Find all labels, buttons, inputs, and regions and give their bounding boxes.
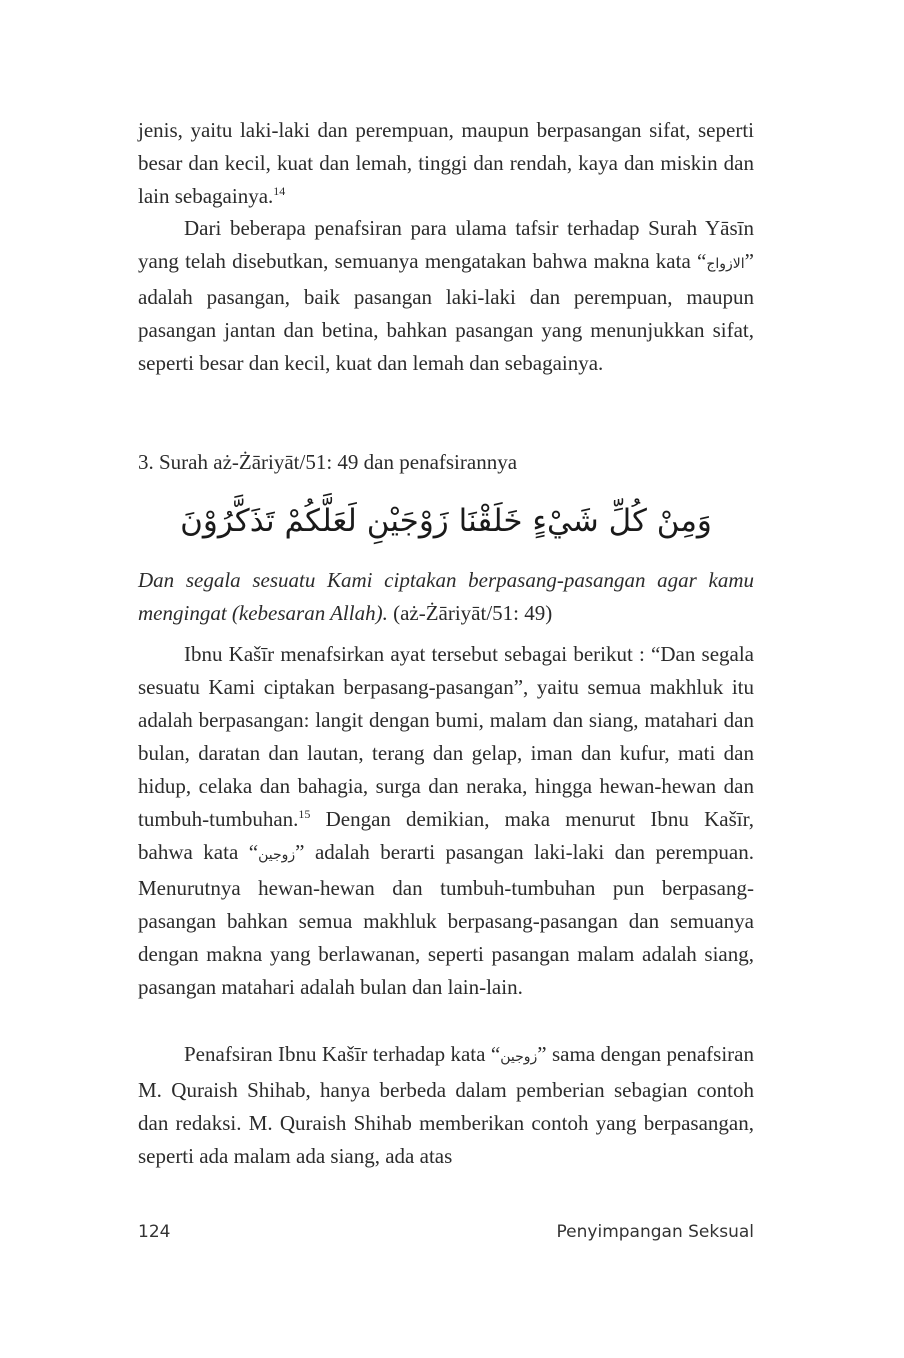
page-number: 124 <box>138 1222 171 1242</box>
paragraph-4-text-a: Ibnu Kašīr menafsirkan ayat tersebut sebagai berikut : “Dan segala sesuatu Kami ciptakan berpasang-pasangan”, yaitu semua makhluk itu adalah berpasangan: langit dengan bumi, malam dan siang, matahari dan bulan, daratan dan lautan, terang dan gelap, iman dan kufur, mati dan hidup, celaka dan bahagia, surga dan neraka, hingga hewan-hewan dan tumbuh-tumbuhan. <box>138 642 754 831</box>
verse-reference: (aż-Żāriyāt/51: 49) <box>387 601 553 625</box>
paragraph-4 <box>138 638 754 1004</box>
paragraph-5-text-a: Penafsiran Ibnu Kašīr terhadap kata “ <box>184 1042 501 1066</box>
paragraph-1 <box>138 114 754 213</box>
arabic-term-azwaj: الازواج <box>706 256 745 272</box>
arabic-term-zawjain: زوجين <box>258 847 296 863</box>
verse-translation <box>138 564 754 630</box>
footnote-ref-15[interactable]: 15 <box>298 807 311 821</box>
verse-translation-text: Dan segala sesuatu Kami ciptakan berpasang-pasangan agar kamu mengingat (kebesaran Allah). <box>138 568 754 625</box>
paragraph-5-text-b: ” sama dengan penafsiran M. Quraish Shihab, hanya berbeda dalam pemberian sebagian contoh dan redaksi. M. Quraish Shihab memberikan contoh yang berpasangan, seperti ada malam ada siang, ada atas <box>138 1042 754 1168</box>
footnote-ref-14[interactable]: 14 <box>273 184 286 198</box>
arabic-term-zawjain-2: زوجين <box>500 1049 538 1065</box>
section-heading-3: 3. Surah aż-Żāriyāt/51: 49 dan penafsirannya <box>138 450 518 474</box>
paragraph-4-text-b: Dengan demikian, maka menurut Ibnu Kašīr, bahwa kata “ <box>138 807 754 864</box>
paragraph-1-text: jenis, yaitu laki-laki dan perempuan, maupun berpasangan sifat, seperti besar dan kecil, kuat dan lemah, tinggi dan rendah, kaya dan miskin dan lain sebagainya. <box>138 118 754 208</box>
paragraph-2-text-b: ” adalah pasangan, baik pasangan laki-laki dan perempuan, maupun pasangan jantan dan betina, bahkan pasangan yang menunjukkan sifat, seperti besar dan kecil, kuat dan lemah dan sebagainya. <box>138 249 754 375</box>
paragraph-2 <box>138 212 754 380</box>
paragraph-4-text-c: ” adalah berarti pasangan laki-laki dan perempuan. Menurutnya hewan-hewan dan tumbuh-tumbuhan pun berpasang-pasangan bahkan semua makhluk berpasang-pasangan dan semuanya dengan makna yang berlawanan, seperti pasangan malam adalah siang, pasangan matahari adalah bulan dan lain-lain. <box>138 840 754 999</box>
paragraph-5 <box>138 1038 754 1173</box>
paragraph-2-text-a: Dari beberapa penafsiran para ulama tafsir terhadap Surah Yāsīn yang telah disebutkan, semuanya mengatakan bahwa makna kata “ <box>138 216 754 273</box>
quran-verse-arabic: وَمِنْ كُلِّ شَيْءٍ خَلَقْنَا زَوْجَيْنِ لَعَلَّكُمْ تَذَكَّرُوْنَ <box>180 503 712 539</box>
running-title: Penyimpangan Seksual <box>556 1222 754 1242</box>
